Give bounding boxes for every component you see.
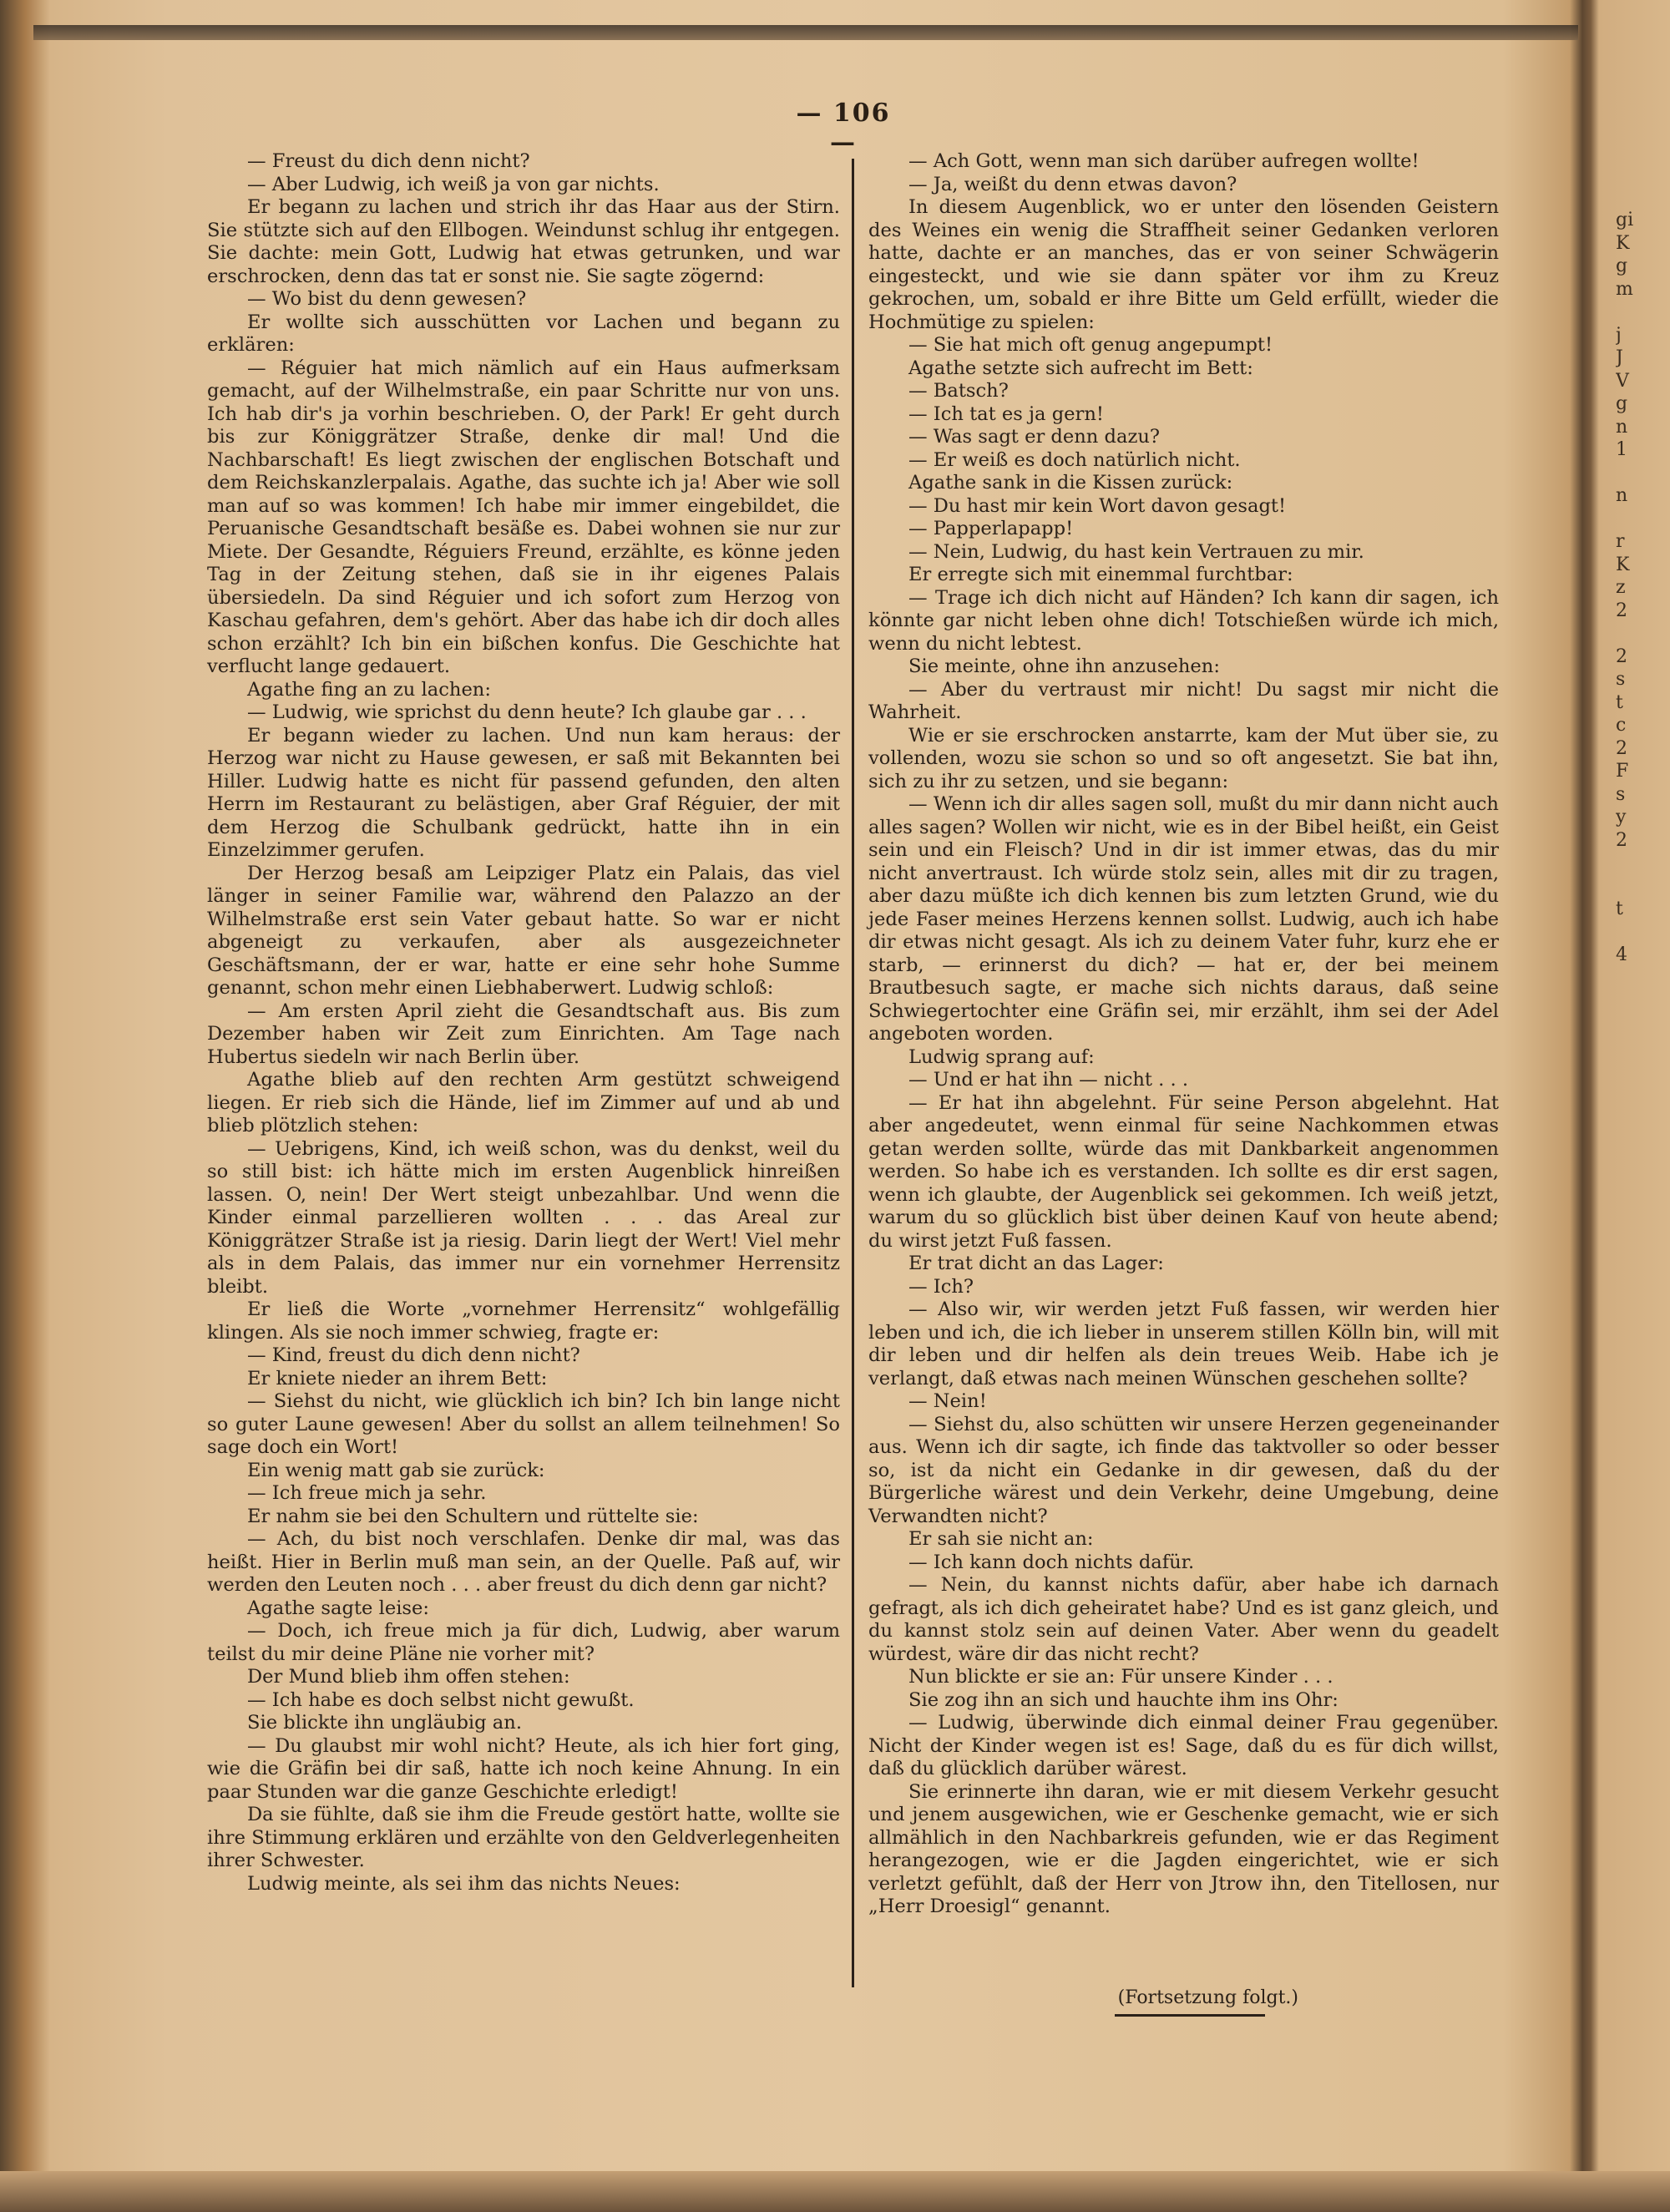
edge-fragment	[1616, 622, 1666, 645]
edge-fragment: m	[1616, 278, 1633, 300]
paragraph: — Ach Gott, wenn man sich darüber aufregen wollte!	[908, 150, 1420, 172]
paragraph: — Ich?	[908, 1275, 974, 1298]
edge-fragment: y	[1616, 807, 1627, 828]
edge-fragment: K	[1616, 554, 1630, 575]
paragraph: — Siehst du nicht, wie glücklich ich bin? Ich bin lange nicht so guter Laune gewesen! Aber du sollst an allem teilnehmen! So sage doch ein Wort!	[207, 1390, 840, 1458]
edge-fragment: s	[1616, 669, 1626, 690]
edge-fragment: 2	[1616, 737, 1627, 759]
paragraph: — Ja, weißt du denn etwas davon?	[908, 173, 1237, 195]
edge-fragment	[1616, 921, 1666, 944]
edge-fragment: g	[1616, 393, 1628, 414]
paragraph: Er trat dicht an das Lager:	[908, 1253, 1164, 1274]
paragraph: Der Herzog besaß am Leipziger Platz ein Palais, das viel länger in seiner Familie war, während den Palazzo an der Wilhelmstraße erst sein Vater gebaut hatte. So war er nicht abgeneigt zu verkaufen, aber als ausgezeichneter Geschäftsmann, der er war, hatte er eine sehr hohe Summe genannt, schon mehr einen Liebhaberwert. Ludwig schloß:	[207, 862, 840, 999]
edge-fragment	[1616, 462, 1666, 485]
edge-fragment: 2	[1616, 645, 1627, 667]
edge-fragment	[1616, 875, 1666, 898]
paragraph: — Ludwig, überwinde dich einmal deiner Frau gegenüber. Nicht der Kinder wegen ist es! Sage, daß du es für dich willst, daß du glücklich darüber wärest.	[868, 1712, 1499, 1779]
paragraph: — Ich freue mich ja sehr.	[247, 1482, 487, 1504]
paragraph: Sie blickte ihn ungläubig an.	[247, 1712, 523, 1734]
edge-fragment: j	[1616, 324, 1622, 346]
edge-fragment: g	[1616, 256, 1628, 276]
paragraph: — Und er hat ihn — nicht . . .	[908, 1069, 1189, 1091]
paragraph: — Am ersten April zieht die Gesandtschaft aus. Bis zum Dezember haben wir Zeit zum Einrichten. Am Tage nach Hubertus siedeln wir nach Berlin über.	[207, 1000, 840, 1068]
paragraph: — Er weiß es doch natürlich nicht.	[908, 448, 1241, 471]
paragraph: Sie zog ihn an sich und hauchte ihm ins Ohr:	[908, 1688, 1339, 1711]
paragraph: Er wollte sich ausschütten vor Lachen und begann zu erklären:	[207, 311, 840, 356]
right-text-column	[868, 150, 1499, 1919]
paragraph: — Ach, du bist noch verschlafen. Denke dir mal, was das heißt. Hier in Berlin muß man sein, an der Quelle. Paß auf, wir werden den Leuten noch . . . aber freust du dich denn gar nicht?	[207, 1528, 840, 1596]
edge-fragment: c	[1616, 715, 1627, 736]
paragraph: — Uebrigens, Kind, ich weiß schon, was du denkst, weil du so still bist: ich hätte mich im ersten Augenblick hinreißen lassen. O, nein! Der Wert steigt unbezahlbar. Und wenn die Kinder einmal parzellieren wollten . . . das Areal zur Königgrätzer Straße ist ja riesig. Darin liegt der Wert! Viel mehr als in dem Palais, das immer nur ein vornehmer Herrensitz bleibt.	[207, 1137, 840, 1298]
paragraph: — Du glaubst mir wohl nicht? Heute, als ich hier fort ging, wie die Gräfin bei dir saß, hatte ich noch keine Ahnung. In ein paar Stunden war die ganze Geschichte erledigt!	[207, 1734, 840, 1803]
paragraph: Sie erinnerte ihn daran, wie er mit diesem Verkehr gesucht und jenem ausgewichen, wie er Geschenke gemacht, wie er sich allmählich in den Nachbarkreis gefunden, wie er das Regiment herangezogen, wie er die Jagden eingerichtet, wie er sich verletzt gefühlt, daß der Herr von Jtrow ihn, den Titellosen, nur „Herr Droesigl“ genannt.	[868, 1780, 1499, 1917]
edge-fragment: 1	[1616, 439, 1627, 460]
edge-fragment: z	[1616, 577, 1626, 598]
edge-fragment	[1616, 852, 1666, 875]
paragraph: Er erregte sich mit einemmal furchtbar:	[908, 564, 1293, 585]
end-rule	[1115, 2014, 1265, 2017]
edge-fragment: J	[1616, 347, 1623, 368]
edge-fragment: n	[1616, 485, 1628, 506]
paragraph: — Nein!	[908, 1390, 987, 1412]
paragraph: — Ich tat es ja gern!	[908, 402, 1104, 425]
edge-fragment	[1616, 508, 1666, 531]
paragraph: Ludwig sprang auf:	[908, 1045, 1095, 1068]
paragraph: — Du hast mir kein Wort davon gesagt!	[908, 494, 1287, 517]
paragraph: — Aber du vertraust mir nicht! Du sagst mir nicht die Wahrheit.	[868, 678, 1499, 723]
paragraph: Wie er sie erschrocken anstarrte, kam der Mut über sie, zu vollenden, wozu sie schon so und so oft angesetzt. Sie bat ihn, sich zu ihr zu setzen, und sie begann:	[868, 724, 1499, 792]
edge-fragment: 2	[1616, 600, 1627, 621]
edge-fragment: n	[1616, 416, 1628, 438]
edge-fragment: t	[1616, 691, 1623, 713]
edge-fragment: 4	[1616, 944, 1627, 965]
paragraph: Ludwig meinte, als sei ihm das nichts Neues:	[247, 1872, 681, 1895]
edge-fragment: t	[1616, 898, 1623, 919]
paragraph: — Papperlapapp!	[908, 518, 1074, 539]
paragraph: — Doch, ich freue mich ja für dich, Ludwig, aber warum teilst du mir deine Pläne nie vorher mit?	[207, 1620, 840, 1665]
paragraph: — Er hat ihn abgelehnt. Für seine Person abgelehnt. Hat aber angedeutet, wenn einmal für seine Nachkommen etwas getan werden sollte, würde das mit Dankbarkeit angenommen werden. So habe ich es verstanden. Ich sollte es dir erst sagen, wenn ich glaubte, der Augenblick sei gekommen. Ich weiß jetzt, warum du so glücklich bist über deinen Kauf von heute abend; du wirst jetzt Fuß fassen.	[868, 1091, 1499, 1252]
edge-fragment: gi	[1616, 210, 1634, 230]
paragraph: — Batsch?	[908, 380, 1009, 402]
paragraph: Er ließ die Worte „vornehmer Herrensitz“ wohlgefällig klingen. Als sie noch immer schwieg, fragte er:	[207, 1298, 840, 1344]
adjacent-page-edge-text	[1616, 209, 1666, 967]
paragraph: Agathe sank in die Kissen zurück:	[908, 472, 1233, 494]
column-divider	[852, 159, 854, 1987]
paragraph: — Also wir, wir werden jetzt Fuß fassen, wir werden hier leben und ich, die ich lieber in unserem stillen Kölln bin, will mit dir leben und dir helfen als dein treues Weib. Habe ich je verlangt, daß etwas nach meinen Wünschen geschehen sollte?	[868, 1298, 1499, 1389]
edge-fragment: 2	[1616, 829, 1627, 851]
continuation-note	[868, 1987, 1499, 2008]
bottom-edge-band	[0, 2171, 1670, 2212]
paragraph: — Trage ich dich nicht auf Händen? Ich kann dir sagen, ich könnte gar nicht leben ohne dich! Totschießen würde ich mich, wenn du nicht lebtest.	[868, 586, 1499, 655]
paragraph: — Wenn ich dir alles sagen soll, mußt du mir dann nicht auch alles sagen? Wollen wir nicht, wie es in der Bibel heißt, ein Geist sein und ein Fleisch? Und in dir ist immer etwas, das du mir nicht anvertraust. Ich würde stolz sein, alles mit dir zu tragen, aber dazu müßte ich dich kennen bis zum letzten Grund, wie du jede Faser meines Herzens kennen sollst. Ludwig, auch ich habe dir etwas nicht gesagt. Als ich zu deinem Vater fuhr, kurz ehe er starb, — erinnerst du dich? — hat er, der bei meinem Brautbesuch sagte, er mache sich nichts daraus, daß seine Schwiegertochter eine Gräfin sei, mir erzählt, ihm sei der Adel angeboten worden.	[868, 793, 1499, 1045]
paragraph: Agathe blieb auf den rechten Arm gestützt schweigend liegen. Er rieb sich die Hände, lief im Zimmer auf und ab und blieb plötzlich stehen:	[207, 1069, 840, 1136]
paragraph: Agathe fing an zu lachen:	[247, 678, 491, 701]
edge-fragment: r	[1616, 531, 1625, 552]
paragraph: Der Mund blieb ihm offen stehen:	[247, 1666, 570, 1688]
paragraph: Agathe setzte sich aufrecht im Bett:	[908, 357, 1253, 379]
paragraph: Er begann wieder zu lachen. Und nun kam heraus: der Herzog war nicht zu Hause gewesen, er saß mit Bekannten bei Hiller. Ludwig hatte es nicht für passend gefunden, den alten Herrn im Restaurant zu belästigen, aber Graf Réguier, der mit dem Herzog die Schulbank gedrückt, hatte ihn in ein Einzelzimmer gerufen.	[207, 724, 840, 861]
paragraph: Agathe sagte leise:	[247, 1597, 429, 1619]
paragraph: Er kniete nieder an ihrem Bett:	[247, 1367, 548, 1389]
paragraph: — Kind, freust du dich denn nicht?	[247, 1344, 580, 1366]
edge-fragment: s	[1616, 783, 1626, 805]
edge-fragment: V	[1616, 370, 1629, 392]
paragraph: — Aber Ludwig, ich weiß ja von gar nichts.	[247, 173, 660, 195]
paragraph: Ein wenig matt gab sie zurück:	[247, 1459, 545, 1481]
paragraph: — Ich kann doch nichts dafür.	[908, 1551, 1195, 1573]
paragraph: — Ich habe es doch selbst nicht gewußt.	[247, 1688, 635, 1711]
paragraph: — Sie hat mich oft genug angepumpt!	[908, 334, 1273, 356]
paragraph: — Nein, Ludwig, du hast kein Vertrauen zu mir.	[908, 540, 1364, 563]
edge-fragment: K	[1616, 232, 1630, 254]
paragraph: In diesem Augenblick, wo er unter den lösenden Geistern des Weines ein wenig die Straffheit seiner Gedanken verloren hatte, dachte er an manches, das er von seiner Schwägerin eingesteckt, und wie sie dann später vor ihm zu Kreuz gekrochen, um, sobald er ihre Bitte um Geld erfüllt, wieder die Hochmütige zu spielen:	[868, 196, 1499, 333]
paragraph: — Ludwig, wie sprichst du denn heute? Ich glaube gar . . .	[247, 701, 807, 723]
paragraph: Er nahm sie bei den Schultern und rüttelte sie:	[247, 1505, 699, 1527]
paragraph: — Réguier hat mich nämlich auf ein Haus aufmerksam gemacht, auf der Wilhelmstraße, ein paar Schritte nur von uns. Ich hab dir's ja vorhin beschrieben. O, der Park! Er geht durch bis zur Königgrätzer Straße, denke dir mal! Und die Nachbarschaft! Es liegt zwischen der englischen Botschaft und dem Reichskanzlerpalais. Agathe, das suchte ich ja! Aber wie soll man auf so was kommen! Ich habe mir immer eingebildet, die Peruanische Gesandtschaft besäße es. Dabei wohnen sie nur zur Miete. Der Gesandte, Réguiers Freund, erzählte, es könne jeden Tag in der Zeitung stehen, daß sie in ihr eigenes Palais übersiedeln. Da sind Réguier und ich sofort zum Herzog von Kaschau gefahren, dem's gehört. Aber das habe ich dir doch alles schon erzählt? Ich bin ein bißchen konfus. Die Geschichte hat verflucht lange gedauert.	[207, 357, 840, 677]
paragraph: — Nein, du kannst nichts dafür, aber habe ich darnach gefragt, als ich dich geheiratet habe? Und es ist ganz gleich, und du kannst stolz sein auf deinen Vater. Aber wenn du geadelt würdest, wäre dir das nicht recht?	[868, 1574, 1499, 1665]
paragraph: Nun blickte er sie an: Für unsere Kinder . . .	[908, 1666, 1333, 1688]
top-binding-band	[33, 25, 1578, 40]
edge-fragment	[1616, 301, 1666, 324]
paragraph: — Freust du dich denn nicht?	[247, 150, 530, 172]
continuation-text: (Fortsetzung folgt.)	[1117, 1987, 1298, 2008]
edge-fragment: F	[1616, 761, 1629, 782]
page-number: — 106 —	[796, 99, 891, 157]
paragraph: Sie meinte, ohne ihn anzusehen:	[908, 656, 1220, 677]
paragraph: — Siehst du, also schütten wir unsere Herzen gegeneinander aus. Wenn ich dir sagte, ich finde das taktvoller so oder besser so, ist da nicht ein Gedanke in dir gewesen, daß du der Bürgerliche wärest und dein Verkehr, deine Umgebung, deine Verwandten nicht?	[868, 1413, 1499, 1527]
left-text-column	[207, 150, 840, 1896]
paragraph: — Was sagt er denn dazu?	[908, 426, 1161, 448]
paragraph: Er sah sie nicht an:	[908, 1528, 1094, 1550]
paragraph: Da sie fühlte, daß sie ihm die Freude gestört hatte, wollte sie ihre Stimmung erklären und erzählte von den Geldverlegenheiten ihrer Schwester.	[207, 1804, 840, 1871]
paragraph: — Wo bist du denn gewesen?	[247, 288, 527, 310]
paragraph: Er begann zu lachen und strich ihr das Haar aus der Stirn. Sie stützte sich auf den Ellbogen. Weindunst schlug ihr entgegen. Sie dachte: mein Gott, Ludwig hat etwas getrunken, und war erschrocken, denn das tat er sonst nie. Sie sagte zögernd:	[207, 196, 840, 287]
